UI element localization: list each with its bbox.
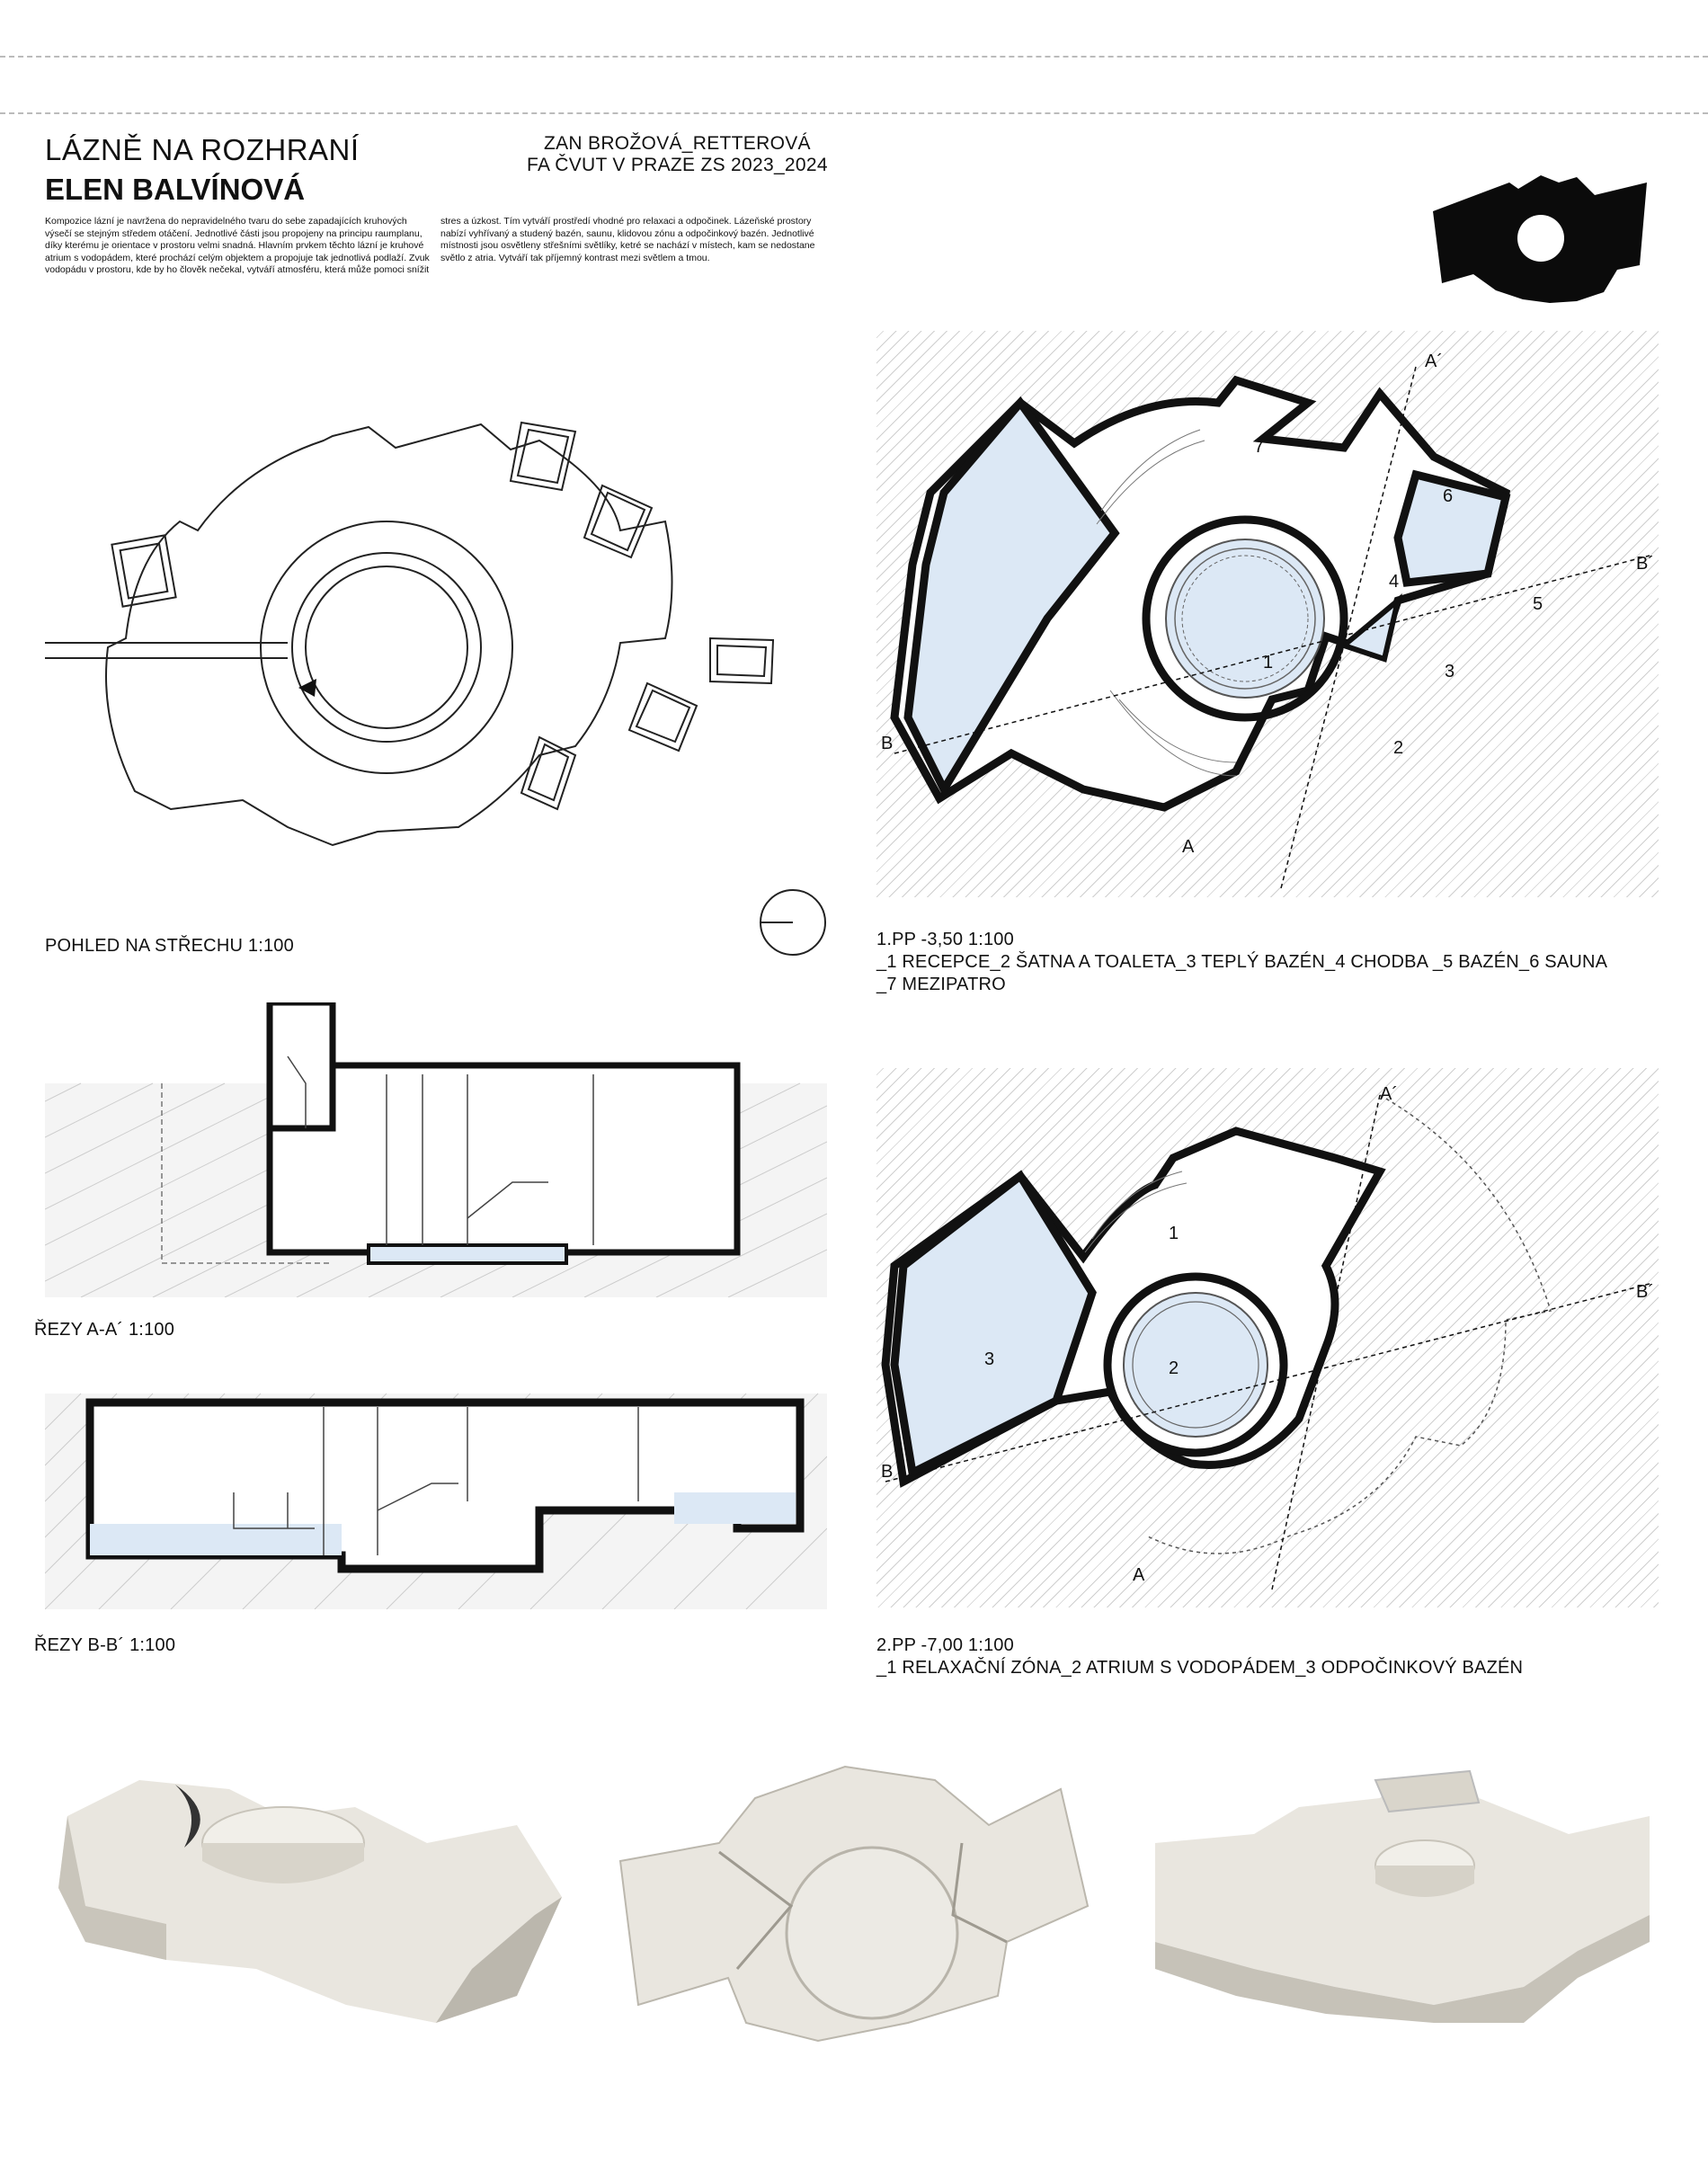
logo-icon xyxy=(1431,171,1650,306)
plan2-room-1: 1 xyxy=(1169,1224,1179,1243)
plan2-section-a: A xyxy=(1133,1565,1145,1585)
plan1-room-2: 2 xyxy=(1393,738,1404,758)
plan-2pp-drawing xyxy=(876,1068,1659,1607)
plan2-caption-title: 2.PP -7,00 1:100 xyxy=(876,1635,1014,1655)
plan1-room-1: 1 xyxy=(1263,653,1274,672)
header-credits xyxy=(527,133,828,176)
section-aa-drawing xyxy=(45,1002,827,1297)
section-aa xyxy=(45,1002,827,1297)
top-dashed-line-1 xyxy=(0,56,1708,58)
section-bb-caption: ŘEZY B-B´ 1:100 xyxy=(34,1635,176,1655)
roof-plan-drawing xyxy=(36,378,845,881)
plan1-room-4: 4 xyxy=(1389,572,1400,592)
section-aa-caption: ŘEZY A-A´ 1:100 xyxy=(34,1320,175,1340)
author-name: ELEN BALVÍNOVÁ xyxy=(45,173,306,206)
plan1-room-6: 6 xyxy=(1443,486,1454,506)
plan2-caption-line1: _1 RELAXAČNÍ ZÓNA_2 ATRIUM S VODOPÁDEM_3 ODPOČINKOVÝ BAZÉN xyxy=(876,1658,1524,1678)
model-photo-center xyxy=(611,1753,1097,2050)
model-photo-right xyxy=(1146,1762,1668,2023)
section-bb-drawing xyxy=(45,1376,827,1609)
plan1-section-b: B xyxy=(881,734,894,753)
plan2-caption xyxy=(876,1634,1523,1679)
plan1-section-b-prime: B´ xyxy=(1636,554,1654,574)
plan1-room-7: 7 xyxy=(1254,437,1265,457)
plan1-room-3: 3 xyxy=(1445,662,1455,681)
description-col2: stres a úzkost. Tím vytváří prostředí vhodné pro relaxaci a odpočinek. Lázeňské prostory nabízí vyhřívaný a studený bazén, saunu, klidovou zónu a odpočinkový bazén. Jednotlivé místnosti jsou osvětleny střešními světlíky, ketré se nachází v místech, kam se nedostane světlo z atria. Vytváří tak příjemný kontrast mezi světlem a tmou. xyxy=(440,216,815,263)
plan1-caption-title: 1.PP -3,50 1:100 xyxy=(876,930,1014,949)
plan2-section-a-prime: A´ xyxy=(1380,1084,1398,1104)
plan1-caption-line2: _7 MEZIPATRO xyxy=(876,975,1006,994)
plan-1pp xyxy=(876,331,1659,897)
school-term: FA ČVUT V PRAZE ZS 2023_2024 xyxy=(527,155,828,175)
plan2-room-2: 2 xyxy=(1169,1358,1179,1378)
model-photo-left xyxy=(49,1762,571,2032)
plan1-room-5: 5 xyxy=(1533,594,1543,614)
plan1-section-a-prime: A´ xyxy=(1425,352,1443,371)
plan2-section-b: B xyxy=(881,1462,894,1482)
plan-1pp-drawing xyxy=(876,331,1659,897)
plan1-caption xyxy=(876,929,1607,996)
plan-2pp xyxy=(876,1068,1659,1607)
plan1-caption-line1: _1 RECEPCE_2 ŠATNA A TOALETA_3 TEPLÝ BAZÉN_4 CHODBA _5 BAZÉN_6 SAUNA xyxy=(876,952,1608,972)
plan2-section-b-prime: B´ xyxy=(1636,1282,1654,1302)
section-bb xyxy=(45,1376,827,1609)
top-dashed-line-2 xyxy=(0,112,1708,114)
project-title: LÁZNĚ NA ROZHRANÍ xyxy=(45,133,360,166)
description-col1: Kompozice lázní je navržena do nepravidelného tvaru do sebe zapadajících kruhových výsečí se stejným středem otáčení. Jednotlivé části jsou propojeny na principu raumplanu, díky kterému je orientace v prostoru velmi snadná. Hlavním prvkem těchto lázní je kruhové atrium s vodopádem, které prochází celým objektem a propojuje tak jednotlivá podlaží. Zvuk vodopádu v prostoru, kde by ho člověk nečekal, vytváří atmosféru, která může pomoci snížit xyxy=(45,216,430,276)
plan2-room-3: 3 xyxy=(984,1349,995,1369)
entrance-arrow-icon xyxy=(298,679,316,697)
plan1-section-a: A xyxy=(1182,837,1195,857)
tutor-name: ZAN BROŽOVÁ_RETTEROVÁ xyxy=(543,133,811,154)
north-arrow-icon xyxy=(757,886,829,958)
roof-caption: POHLED NA STŘECHU 1:100 xyxy=(45,936,294,956)
